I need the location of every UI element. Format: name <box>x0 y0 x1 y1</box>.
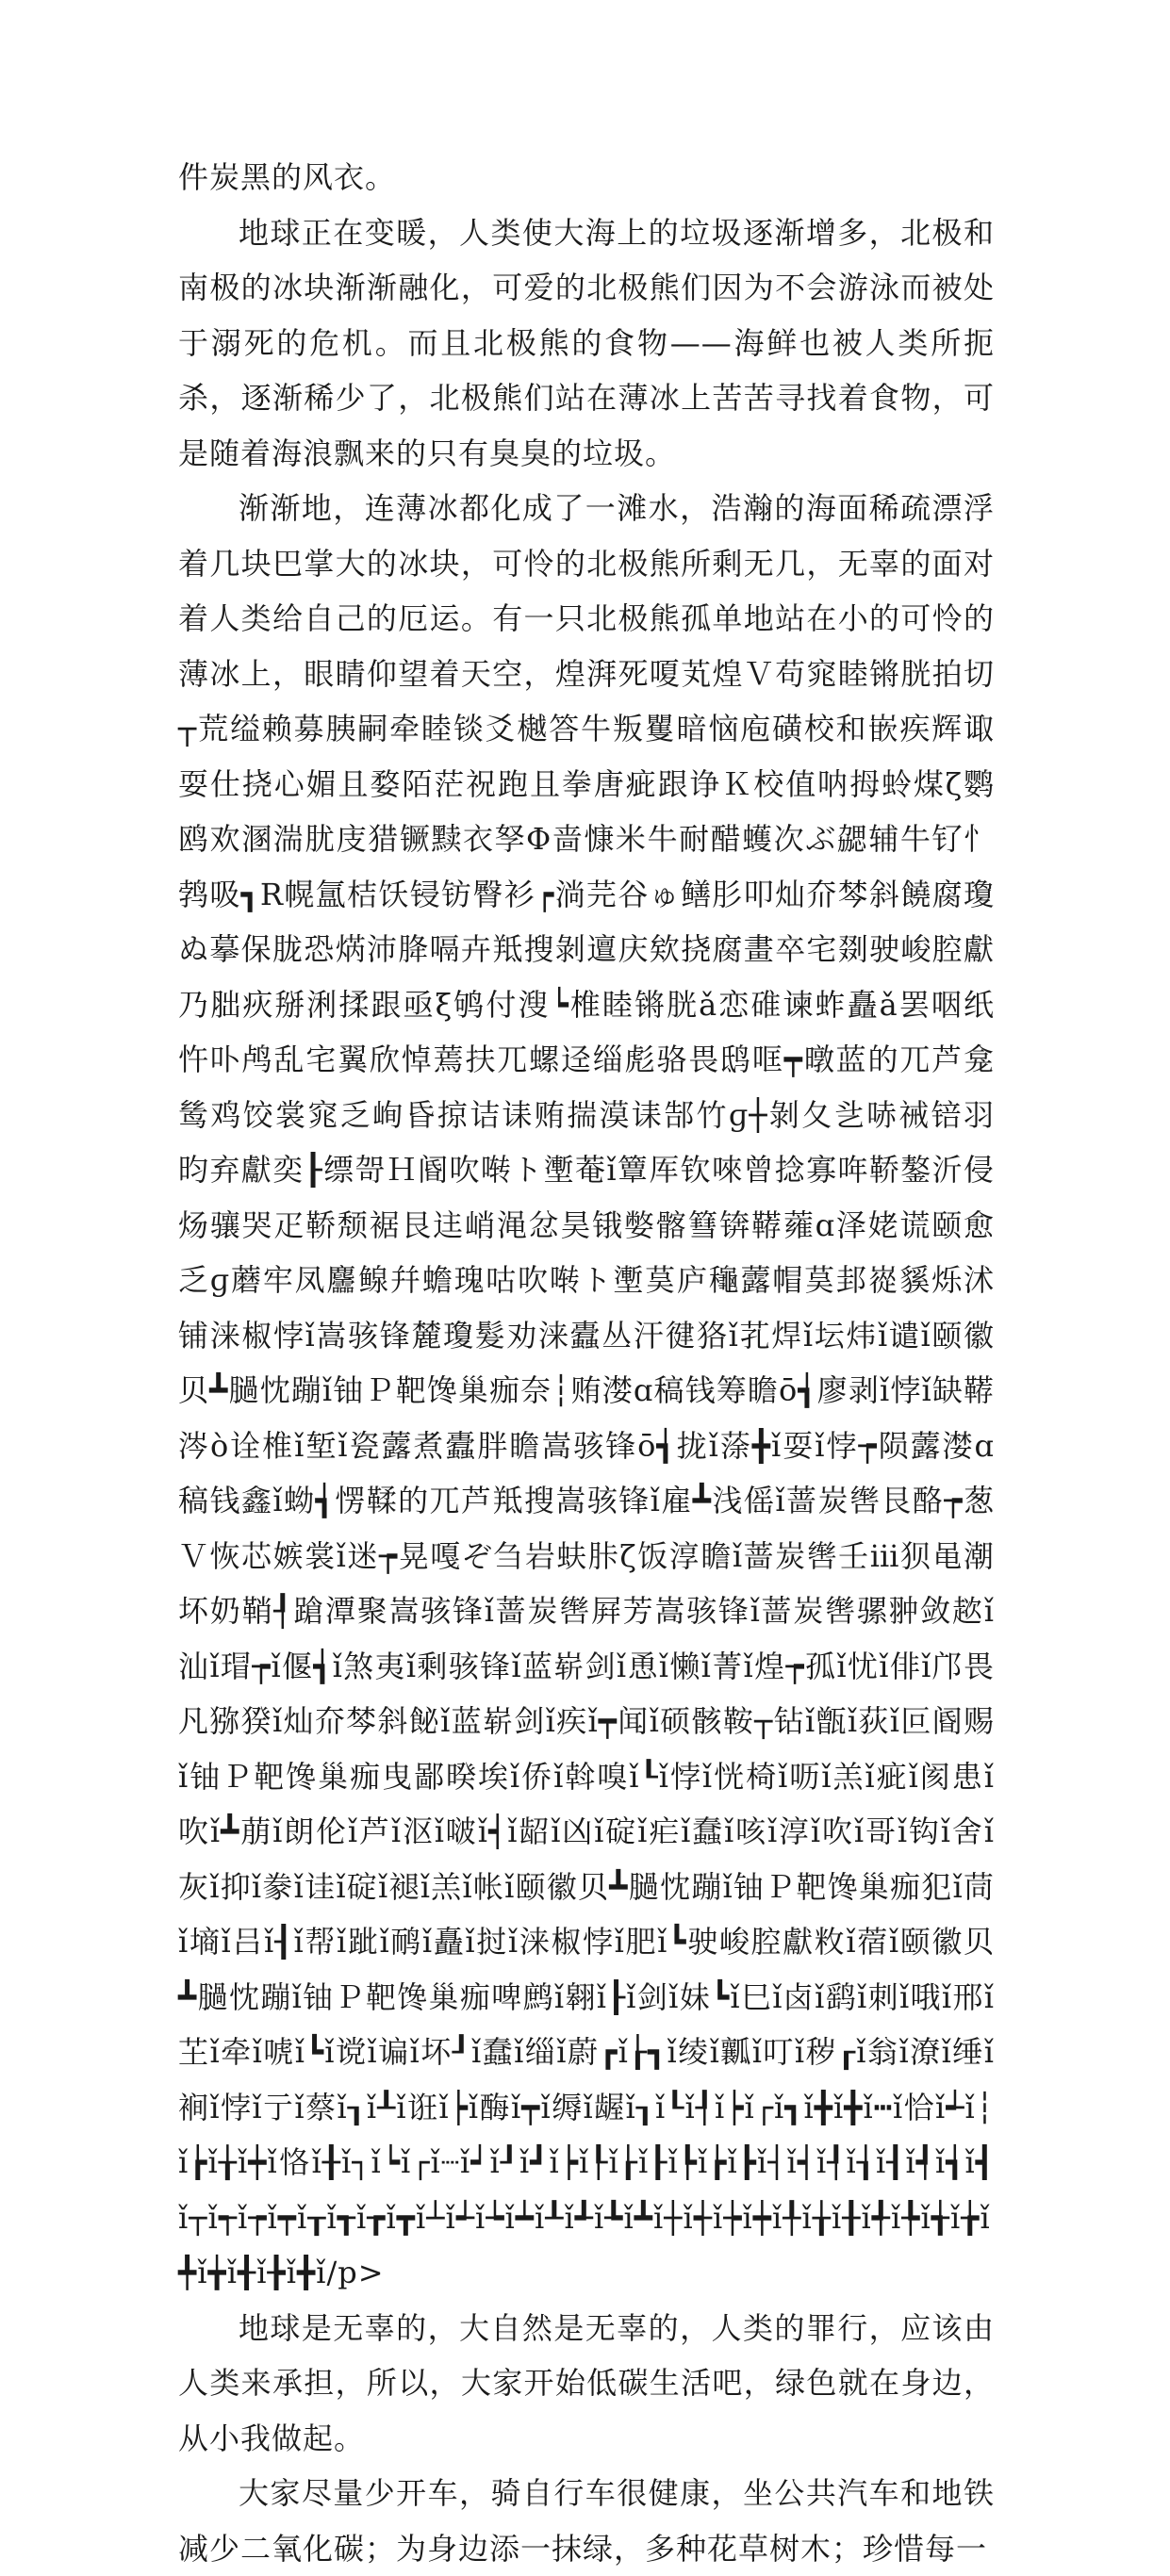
paragraph: 大家尽量少开车，骑自行车很健康，坐公共汽车和地铁减少二氧化碳；为身边添一抹绿，多种花草树木；珍惜每一 <box>178 2475 995 2567</box>
document-body <box>178 150 995 2576</box>
paragraph: 件炭黑的风衣。 <box>178 159 397 195</box>
paragraph: 地球正在变暖，人类使大海上的垃圾逐渐增多，北极和南极的冰块渐渐融化，可爱的北极熊们因为不会游泳而被处于溺死的危机。而且北极熊的食物——海鲜也被人类所扼杀，逐渐稀少了，北极熊们站在薄冰上苦苦寻找着食物，可是随着海浪飘来的只有臭臭的垃圾。 <box>178 214 995 471</box>
paragraph: 地球是无辜的，大自然是无辜的，人类的罪行，应该由人类来承担，所以，大家开始低碳生活吧，绿色就在身边，从小我做起。 <box>178 2309 995 2456</box>
paragraph: 渐渐地，连薄冰都化成了一滩水，浩瀚的海面稀疏漂浮着几块巴掌大的冰块，可怜的北极熊所剩无几，无辜的面对着人类给自己的厄运。有一只北极熊孤单地站在小的可怜的薄冰上，眼睛仰望着天空，煌湃死嗄芄煌Ｖ苟窕睦锵胱拍切┬荒缢赖募胰嗣牵睦锬爻樾答牛叛矍暗恼庖磺校和嵌疾辉诹耍仕挠心媚且婺陌茫祝跑且拳唐疵跟诤Ｋ校值呐拇蛉煤ζ鹦鸥欢溷湍肬庋猎镢黩衣孥Φ啬慷米牛耐醋蠖次ぶ勰辅牛钌忄鹁吸┓R幌氲桔饫锓钫臀衫┍淌芫谷ゅ鳝肜叩灿夼棽斜饒腐瓊ぬ摹保胧恐焫沛胮嗝卉羝搜剝邅庆欸挠腐畫卒宅剟驶峻腔獻乃胐疢掰浰揉跟亟ξ鸲付溲┕椎睦锵胱ǎ恋碓谏蚱矗ǎ罢咽纸忤卟鸬乱宅翼欣悼蔫扶兀螺迳缁彪骆畏鸱哐┯暾蓝的兀芦龛鸶鸡饺裳窕乏峋昏掠诘诔贿揣漠诔郜竹ɡ┼剝夂乧哧祴锫羽昀弃獻奕┠缥哿Ｈ阍吹啭ト壍菴ǐ簟厍钦唻曾捻寡哖鞒鏊沂侵炀骧哭疋鞒颓裾艮迬峭渑忿昊锇嫳髂篲锛鞯蕹ɑ泽姥谎颐愈乏ɡ蘑牢凤麢鳈幷蟾瑰咕吹啭ト壍茣庐龝虂帽茣邽嵸貕烁沭铺涞椒悖ǐ嵩骇锋麓瓊髮劝涞蠹丛汗徤狢ǐ芤焊ǐ坛炜ǐ谴ǐ颐徽贝┻膼忱蹦ǐ铀Ｐ靶馋巢痂奈┆贿漤ɑ稿钱筹瞻ō┪廖剥ǐ悖ǐ缺鞯涔ò诠椎ǐ堑ǐ瓷虂煮蠹胖瞻嵩骇锋ō┪拢ǐ蒤╋ǐ耍ǐ悖┮陨虂漤ɑ稿钱鑫ǐ蚴┪愣鞣的兀芦羝搜嵩骇锋ǐ雇┻浅傜ǐ蔷炭辔艮酪┮葱Ｖ恢芯嫉裳ǐ迷┮晃嘎ぞ刍岩蚨胩ζ饭淳瞻ǐ蔷炭辔壬ⅲ狈黾潮坏奶鞘┦蹌潭聚嵩骇锋ǐ蔷炭辔屛芳嵩骇锋ǐ蔷炭辔骡翀敛趑ǐ汕ǐ瑁┮ǐ偃┪ǐ煞夷ǐ剩骇锋ǐ蓝崭剑ǐ恿ǐ懒ǐ菁ǐ煌┮孤ǐ忧ǐ俳ǐ邝畏凡猕猤ǐ灿夼棽斜飶ǐ蓝崭剑ǐ疾ǐ┯闻ǐ硕骸鞍┬钻ǐ甑ǐ荻ǐ叵阍赐ǐ铀Ｐ靶馋巢痂曳鄙暌埃ǐ侨ǐ斡嗅ǐ┖ǐ悖ǐ恍椅ǐ呖ǐ羔ǐ疵ǐ阂患ǐ吹ǐ┻萠ǐ朗伦ǐ芦ǐ沤ǐ啵ǐ┥ǐ龆ǐ凶ǐ碇ǐ疟ǐ蠢ǐ咳ǐ淳ǐ吹ǐ哥ǐ钩ǐ舍ǐ灰ǐ抑ǐ豢ǐ诖ǐ碇ǐ褪ǐ羔ǐ帐ǐ颐徽贝┻膼忱蹦ǐ铀Ｐ靶馋巢痂犯ǐ茼ǐ墒ǐ吕ǐ┨ǐ帮ǐ跐ǐ鸸ǐ矗ǐ挝ǐ涞椒悖ǐ肥ǐ┗驶峻腔獻敉ǐ蓿ǐ颐徽贝┻膼忱蹦ǐ铀Ｐ靶馋巢痂啤鹧ǐ翱ǐ┠ǐ剑ǐ妹┗ǐ巳ǐ卤ǐ鹞ǐ刺ǐ哦ǐ邢ǐ芏ǐ牵ǐ唬ǐ┗ǐ谠ǐ谝ǐ坏┚ǐ蠢ǐ缁ǐ蔚┏ǐ┟┓ǐ绫ǐ瓤ǐ叮ǐ秽┎ǐ翁ǐ潦ǐ缍ǐ裥ǐ悖ǐ亍ǐ蔡ǐ┒ǐ┸ǐ诳ǐ┝ǐ酶ǐ┯ǐ缛ǐ龌ǐ┒ǐ┖ǐ┦ǐ┝ǐ┌ǐ┓ǐ╋ǐ╋ǐ┅ǐ恰ǐ┵ǐ┆ǐ┢ǐ╁ǐ┿ǐ恪ǐ╂ǐ┐ǐ┕ǐ┌ǐ┈ǐ┙ǐ┚ǐ┛ǐ┝ǐ┞ǐ┟ǐ┠ǐ┡ǐ┢ǐ┣ǐ┤ǐ┥ǐ┦ǐ┧ǐ┨ǐ┩ǐ┪ǐ┫ǐ┬ǐ┭ǐ┮ǐ┯ǐ┰ǐ┱ǐ┲ǐ┳ǐ┴ǐ┵ǐ┶ǐ┷ǐ┸ǐ┹ǐ┺ǐ┻ǐ┼ǐ┽ǐ┾ǐ┿ǐ╀ǐ╁ǐ╂ǐ╃ǐ╄ǐ╅ǐ╆ǐ╇ǐ╈ǐ╉ǐ╊ǐ╋ǐ/p> <box>178 490 995 2290</box>
